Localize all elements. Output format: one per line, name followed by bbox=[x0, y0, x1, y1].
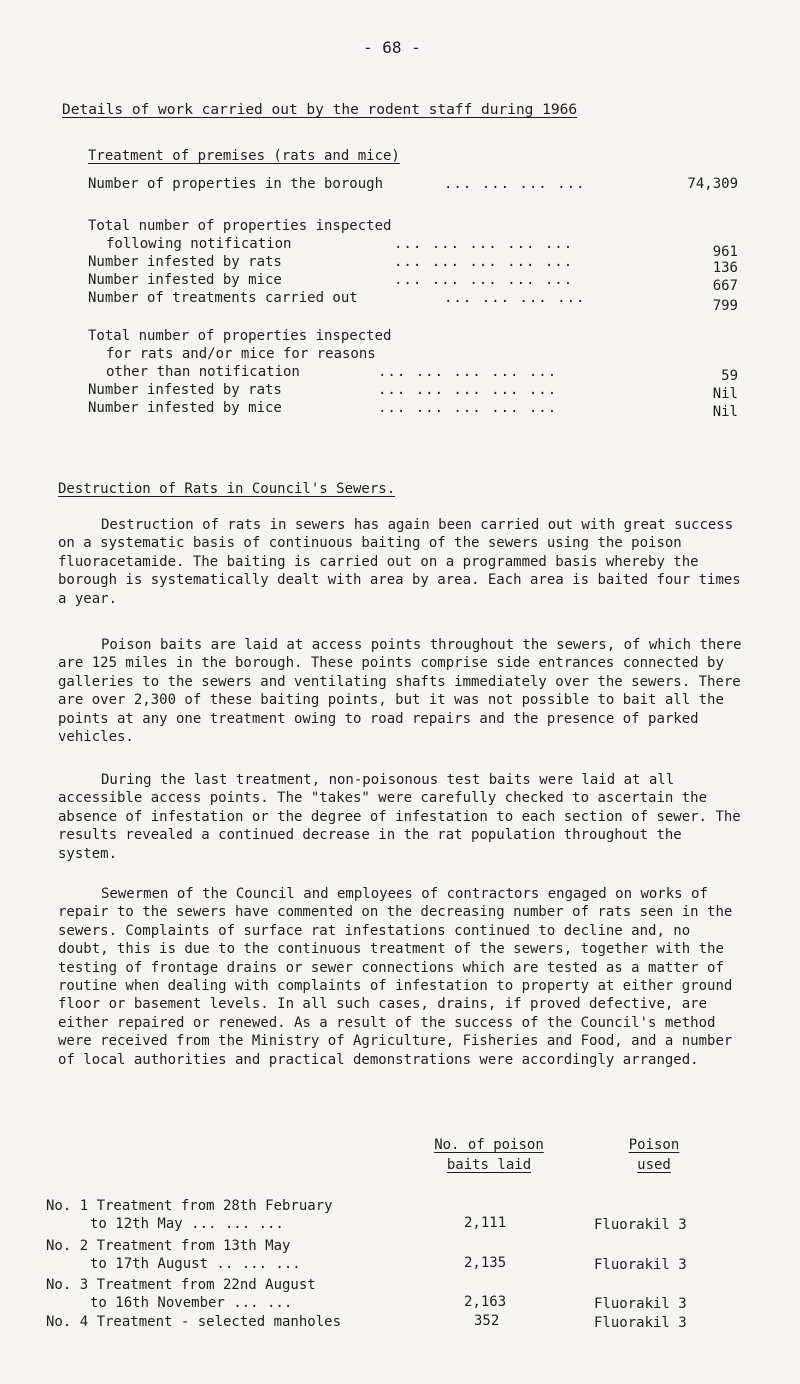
treatment-cell bbox=[46, 1197, 333, 1233]
baits-cell: 352 bbox=[474, 1313, 500, 1329]
stat-label: Number of properties in the borough bbox=[88, 176, 384, 192]
treatment-line: No. 4 Treatment - selected manholes bbox=[46, 1314, 342, 1330]
treatment-heading: Treatment of premises (rats and mice) bbox=[88, 148, 400, 164]
treatment-line: to 12th May ... ... ... bbox=[90, 1216, 284, 1232]
column-header-baits bbox=[414, 1135, 564, 1175]
leader-dots: ... ... ... ... bbox=[444, 290, 586, 306]
stat-label: Total number of properties inspected bbox=[88, 218, 392, 234]
stat-label: following notification bbox=[106, 236, 292, 252]
leader-dots: ... ... ... ... ... bbox=[394, 236, 574, 252]
stat-value: Nil bbox=[712, 404, 738, 420]
stat-row bbox=[88, 236, 738, 260]
stat-label: Number infested by rats bbox=[88, 382, 282, 398]
page-number: - 68 - bbox=[363, 38, 421, 57]
stat-label: Number infested by mice bbox=[88, 400, 282, 416]
leader-dots: ... ... ... ... ... bbox=[378, 364, 558, 380]
stat-value: 136 bbox=[712, 260, 738, 276]
poison-cell: Fluorakil 3 bbox=[594, 1315, 687, 1331]
paragraph bbox=[58, 771, 748, 863]
stat-label: Total number of properties inspected bbox=[88, 328, 392, 344]
treatment-line: to 17th August .. ... ... bbox=[90, 1256, 301, 1272]
paragraph bbox=[58, 636, 748, 746]
poison-cell: Fluorakil 3 bbox=[594, 1217, 687, 1233]
baits-cell: 2,163 bbox=[464, 1294, 507, 1310]
stat-row bbox=[88, 364, 738, 382]
stat-value: 799 bbox=[712, 298, 738, 314]
stat-label: Number infested by rats bbox=[88, 254, 282, 270]
treatment-cell bbox=[46, 1276, 316, 1312]
stat-value: Nil bbox=[712, 386, 738, 402]
paragraph bbox=[58, 885, 748, 1069]
stat-value: 74,309 bbox=[687, 176, 738, 192]
leader-dots: ... ... ... ... ... bbox=[378, 400, 558, 416]
stat-row bbox=[88, 218, 738, 236]
stat-row bbox=[88, 328, 738, 346]
leader-dots: ... ... ... ... bbox=[444, 176, 586, 192]
treatment-line: No. 3 Treatment from 22nd August bbox=[46, 1277, 316, 1293]
stat-value: 667 bbox=[712, 278, 738, 294]
column-header-poison bbox=[604, 1135, 704, 1175]
baits-cell: 2,111 bbox=[464, 1215, 507, 1231]
column-header-line: baits laid bbox=[446, 1157, 532, 1173]
stat-label: Number infested by mice bbox=[88, 272, 282, 288]
leader-dots: ... ... ... ... ... bbox=[378, 382, 558, 398]
leader-dots: ... ... ... ... ... bbox=[394, 254, 574, 270]
stat-row bbox=[88, 272, 738, 294]
column-header-line: used bbox=[637, 1157, 671, 1173]
stat-row bbox=[88, 382, 738, 400]
baits-cell: 2,135 bbox=[464, 1255, 507, 1271]
paragraph-text: During the last treatment, non-poisonous test baits were laid at all accessible access points. The "takes" were carefully checked to ascertain the absence of infestation or the degree of infestation to each section of sewer. The results revealed a continued decrease in the rat population throughout the system. bbox=[58, 772, 741, 862]
stat-row bbox=[88, 346, 738, 364]
stat-label: for rats and/or mice for reasons bbox=[106, 346, 376, 362]
column-header-line: Poison bbox=[628, 1137, 680, 1153]
destruction-heading: Destruction of Rats in Council's Sewers. bbox=[58, 481, 396, 497]
stat-row bbox=[88, 176, 738, 194]
stat-row bbox=[88, 290, 738, 314]
stat-row bbox=[88, 254, 738, 276]
stat-value: 59 bbox=[721, 368, 738, 384]
paragraph-text: Destruction of rats in sewers has again been carried out with great success on a systematic basis of continuous baiting of the sewers using the poison fluoracetamide. The baiting is carried out on a programmed basis whereby the borough is systematically dealt with area by area. Each area is baited four times a year. bbox=[58, 517, 741, 607]
treatment-cell bbox=[46, 1237, 301, 1273]
treatment-line: No. 2 Treatment from 13th May bbox=[46, 1238, 291, 1254]
treatment-line: to 16th November ... ... bbox=[90, 1295, 293, 1311]
leader-dots: ... ... ... ... ... bbox=[394, 272, 574, 288]
paragraph-text: Sewermen of the Council and employees of contractors engaged on works of repair to the sewers have commented on the decreasing number of rats seen in the sewers. Complaints of surface rat infestations continued to decline and, no doubt, this is due to the continuous treatment of the sewers, together with the testing of frontage drains or sewer connections which are tested as a matter of routine when dealing with complaints of infestation to property at either ground floor or basement levels. In all such cases, drains, if proved defective, are either repaired or renewed. As a result of the success of the Council's method were received from the Ministry of Agriculture, Fisheries and Food, and a number of local authorities and practical demonstrations were accordingly arranged. bbox=[58, 886, 733, 1068]
treatment-cell bbox=[46, 1313, 341, 1331]
stat-row bbox=[88, 400, 738, 418]
poison-cell: Fluorakil 3 bbox=[594, 1257, 687, 1273]
treatment-line: No. 1 Treatment from 28th February bbox=[46, 1198, 333, 1214]
stat-value: 961 bbox=[712, 244, 738, 260]
column-header-line: No. of poison bbox=[434, 1137, 544, 1153]
paragraph-text: Poison baits are laid at access points throughout the sewers, of which there are 125 miles in the borough. These points comprise side entrances connected by galleries to the sewers and ventilating shafts immediately over the sewers. There are over 2,300 of these baiting points, but it was not possible to bait all the points at any one treatment owing to road repairs and the presence of parked vehicles. bbox=[58, 637, 742, 746]
poison-cell: Fluorakil 3 bbox=[594, 1296, 687, 1312]
page-title: Details of work carried out by the rodent staff during 1966 bbox=[62, 102, 578, 118]
paragraph bbox=[58, 516, 748, 608]
stat-label: Number of treatments carried out bbox=[88, 290, 358, 306]
stat-label: other than notification bbox=[106, 364, 300, 380]
